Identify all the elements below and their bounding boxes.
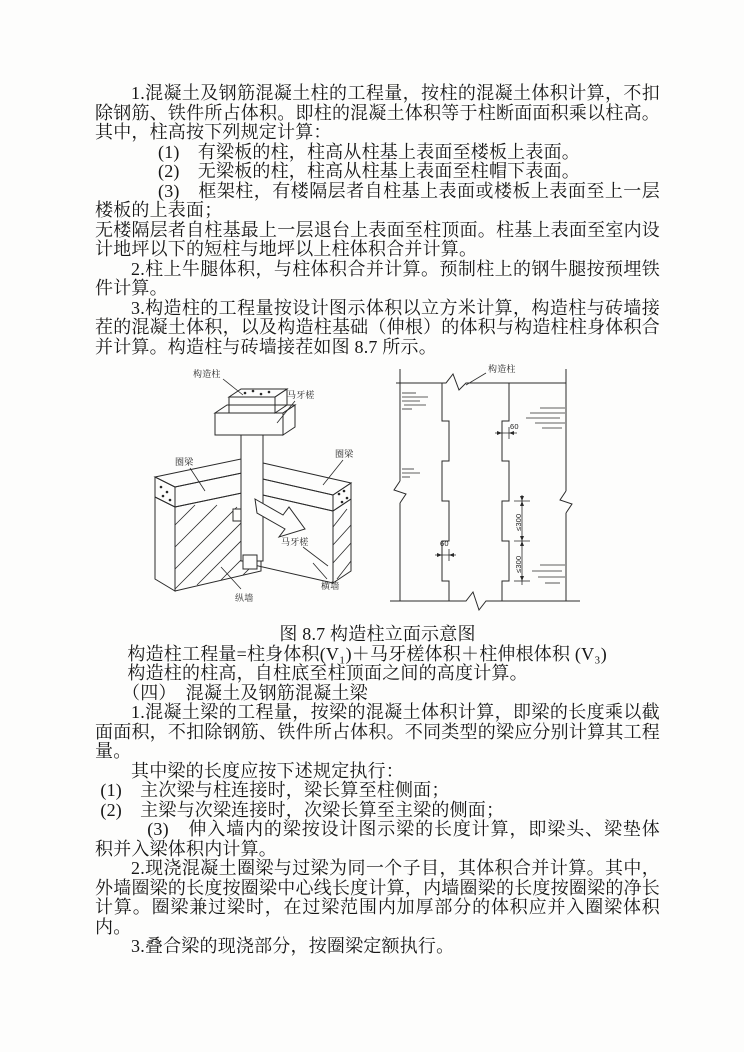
iso-label-tooth-top: 马牙槎 [287,390,315,400]
paragraph-column-rule-1: 1.混凝土及钢筋混凝土柱的工程量，按柱的混凝土体积计算，不扣除钢筋、铁件所占体积。即柱的混凝土体积等于柱断面面积乘以柱高。其中，柱高按下列规定计算： [95,83,660,142]
list-item-column-1: (1) 有梁板的柱，柱高从柱基上表面至楼板上表面。 [158,141,580,162]
document-body [95,84,660,957]
iso-label-tooth-bottom: 马牙槎 [281,537,309,547]
list-item-beam-3: (3) 伸入墙内的梁按设计图示梁的长度计算，即梁头、梁垫体积并入梁体积内计算。 [95,819,660,859]
iso-label-ring-beam-left: 圈梁 [175,457,194,467]
elevation-diagram [390,363,595,615]
section-heading-beams: （四） 混凝土及钢筋混凝土梁 [122,682,368,703]
figure-caption: 图 8.7 构造柱立面示意图 [279,624,476,644]
elev-dim-tooth-depth-bottom: 60 [440,539,449,548]
list-item-column-2: (2) 无梁板的柱，柱高从柱基上表面至柱帽下表面。 [158,161,580,181]
figure-8-7 [95,361,660,623]
paragraph-column-rule-3: 3.构造柱的工程量按设计图示体积以立方米计算，构造柱与砖墙接茬的混凝土体积，以及构造柱基础（伸根）的体积与构造柱柱身体积合并计算。构造柱与砖墙接茬如图 8.7 所示。 [95,297,660,357]
list-item-column-3: (3) 框架柱，有楼隔层者自柱基上表面或楼板上表面至上一层楼板的上表面； [95,180,660,220]
paragraph-column-rule-2: 2.柱上牛腿体积，与柱体积合并计算。预制柱上的钢牛腿按预埋铁件计算。 [95,258,660,298]
paragraph-beam-rule-3: 3.叠合梁的现浇部分，按圈梁定额执行。 [131,936,455,956]
elev-dim-tooth-depth-top: 60 [510,422,519,431]
iso-label-ring-beam-right: 圈梁 [335,449,354,459]
elev-dim-tooth-height-upper: ≤300 [514,513,523,531]
iso-label-column: 构造柱 [193,369,221,379]
paragraph-beam-rule-2: 2.现浇混凝土圈梁与过梁为同一个子目，其体积合并计算。其中，外墙圈梁的长度按圈梁中心线长度计算，内墙圈梁的长度按圈梁的净长计算。圈梁兼过梁时，在过梁范围内加厚部分的体积应并入圈梁体积内。 [95,858,660,937]
list-item-beam-2: (2) 主梁与次梁连接时，次梁长算至主梁的侧面； [100,799,505,820]
iso-label-longitudinal-wall: 纵墙 [235,593,254,603]
elev-label-column: 构造柱 [488,364,516,374]
list-item-beam-1: (1) 主次梁与柱连接时，梁长算至柱侧面； [100,780,450,800]
paragraph-column-height: 构造柱的柱高，自柱底至柱顶面之间的高度计算。 [127,663,528,683]
paragraph-beam-rule-1: 1.混凝土梁的工程量，按梁的混凝土体积计算，即梁的长度乘以截面面积，不扣除钢筋、铁件所占体积。不同类型的梁应分别计算其工程量。 [95,702,660,761]
paragraph-formula: 构造柱工程量=柱身体积(V₁)＋马牙槎体积＋柱伸根体积 (V₃) [127,643,607,664]
paragraph-column-3-cont: 无楼隔层者自柱基最上一层退台上表面至柱顶面。柱基上表面至室内设计地坪以下的短柱与地坪以上柱体积合并计算。 [95,219,660,259]
paragraph-beam-length: 其中梁的长度应按下述规定执行： [131,760,404,781]
iso-diagram [145,361,400,619]
iso-label-transverse-wall: 横墙 [321,581,340,591]
elev-dim-tooth-height-lower: ≤300 [514,555,523,573]
